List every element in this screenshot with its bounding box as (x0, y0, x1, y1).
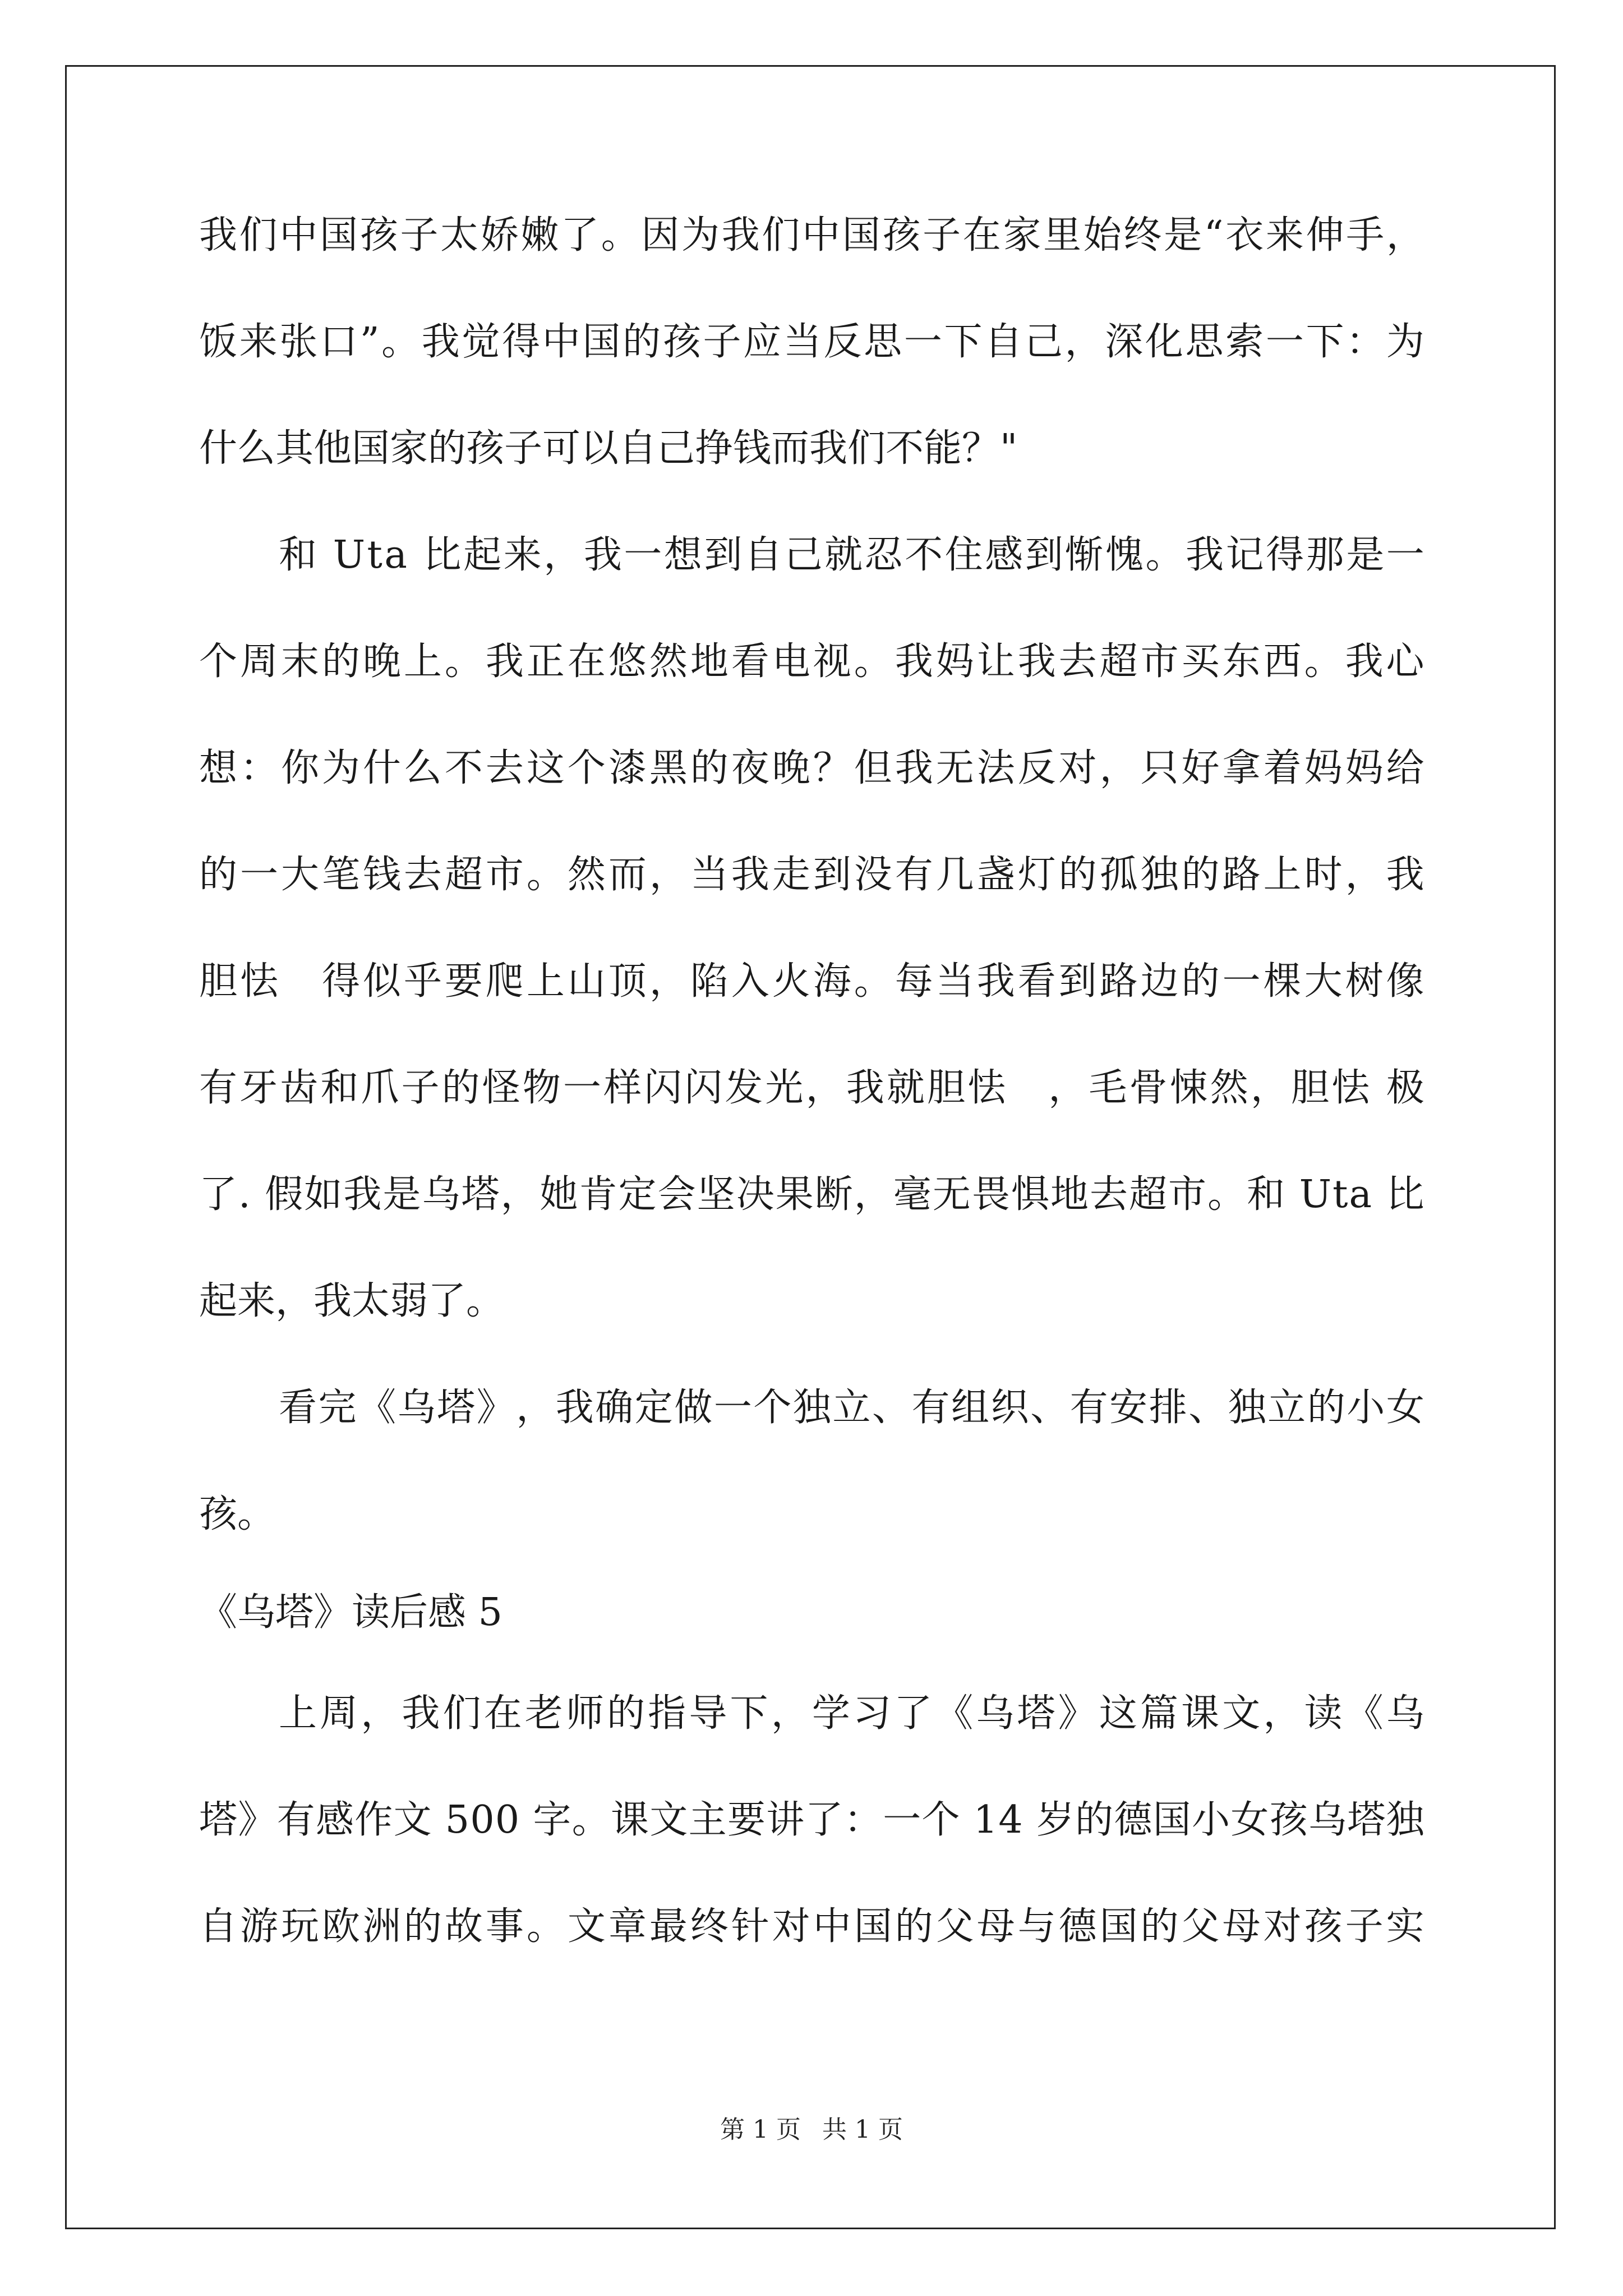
paragraph-line: 有 牙 齿 和 爪 子 的 怪 物 一 样 闪 闪 发 光 ， 我 就 胆 怯 ， 毛 骨 悚 然 ， 胆 怯 极 (199, 1066, 1424, 1110)
page-total: 共 1 页 (822, 2115, 903, 2144)
paragraph-line: 和 U t a 比 起 来 ， 我 一 想 到 自 己 就 忍 不 住 感 到 惭 愧 。 我 记 得 那 是 一 (279, 533, 1424, 577)
page-footer (0, 2109, 1623, 2145)
paragraph-line: 孩。 (199, 1492, 276, 1536)
paragraph-line: 饭 来 张 口 ” 。 我 觉 得 中 国 的 孩 子 应 当 反 思 一 下 自 己 ， 深 化 思 索 一 下 ： 为 (199, 320, 1424, 364)
paragraph-line: 看 完 《 乌 塔 》 ， 我 确 定 做 一 个 独 立 、 有 组 织 、 有 安 排 、 独 立 的 小 女 (279, 1386, 1424, 1430)
paragraph-line: 的 一 大 笔 钱 去 超 市 。 然 而 ， 当 我 走 到 没 有 几 盏 灯 的 孤 独 的 路 上 时 ， 我 (199, 853, 1424, 897)
paragraph-line: 胆 怯 得 似 乎 要 爬 上 山 顶 ， 陷 入 火 海 。 每 当 我 看 到 路 边 的 一 棵 大 树 像 (199, 959, 1424, 1004)
paragraph-line: 自 游 玩 欧 洲 的 故 事 。 文 章 最 终 针 对 中 国 的 父 母 与 德 国 的 父 母 对 孩 子 实 (199, 1904, 1424, 1949)
paragraph-line: 了 . 假 如 我 是 乌 塔 ， 她 肯 定 会 坚 决 果 断 ， 毫 无 畏 惧 地 去 超 市 。 和 U t a 比 (199, 1172, 1424, 1217)
paragraph-line: 个 周 末 的 晚 上 。 我 正 在 悠 然 地 看 电 视 。 我 妈 让 我 去 超 市 买 东 西 。 我 心 (199, 639, 1424, 684)
paragraph-line: 什么其他国家的孩子可以自己挣钱而我们不能？" (199, 426, 1018, 471)
section-heading: 《乌塔》读后感 5 (199, 1590, 502, 1635)
paragraph-line: 上 周 ， 我 们 在 老 师 的 指 导 下 ， 学 习 了 《 乌 塔 》 这 篇 课 文 ， 读 《 乌 (279, 1691, 1424, 1736)
paragraph-line: 起来，我太弱了。 (199, 1279, 505, 1323)
paragraph-line: 想 ： 你 为 什 么 不 去 这 个 漆 黑 的 夜 晚 ？ 但 我 无 法 反 对 ， 只 好 拿 着 妈 妈 给 (199, 746, 1424, 790)
page-number: 第 1 页 (720, 2115, 801, 2144)
paragraph-line: 塔 》 有 感 作 文 5 0 0 字 。 课 文 主 要 讲 了 ： 一 个 1 4 岁 的 德 国 小 女 孩 乌 塔 独 (199, 1798, 1424, 1842)
paragraph-line: 我 们 中 国 孩 子 太 娇 嫩 了 。 因 为 我 们 中 国 孩 子 在 家 里 始 终 是 “ 衣 来 伸 手 ， (199, 213, 1424, 257)
